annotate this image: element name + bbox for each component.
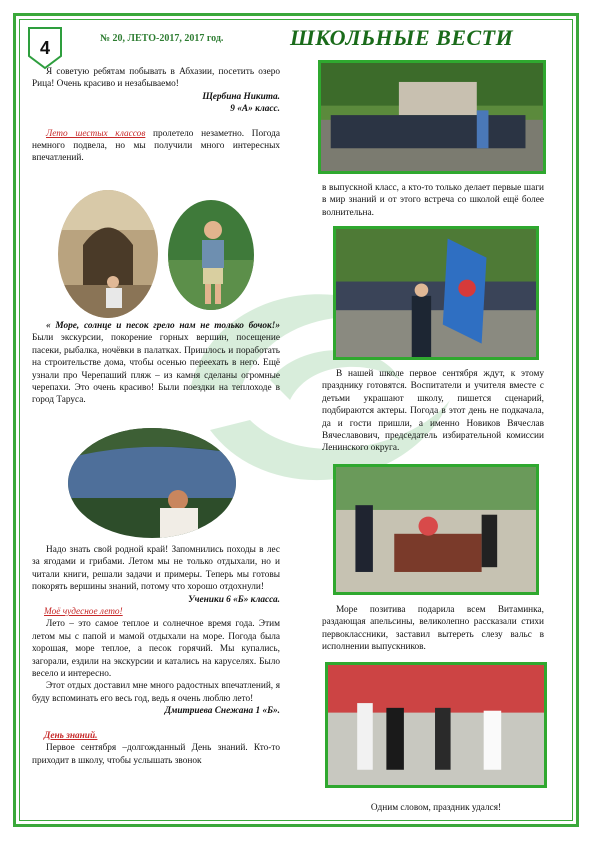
photo-graduates-waltz bbox=[325, 662, 547, 788]
article-paragraph: Надо знать свой родной край! Запомнились походы в лес за ягодами и грибами. Летом мы не только отдыхали, но и читали книги, решали задачи и примеры. Теперь мы готовы покорять вершины знаний, потому что хорошо отдохнули! bbox=[32, 545, 280, 593]
article-paragraph bbox=[32, 320, 280, 407]
photo-flag-bearer bbox=[333, 226, 539, 360]
article-paragraph: в выпускной класс, а кто-то только делает первые шаги в мир знаний и от этого встреча со школой ещё более волнительна. bbox=[322, 183, 544, 218]
author-name: Щербина Никита. bbox=[202, 91, 280, 102]
photo-school-assembly bbox=[318, 60, 546, 174]
closing-caption: Одним словом, праздник удался! bbox=[370, 803, 502, 813]
author-signature: Дмитриева Снежана 1 «Б». bbox=[164, 706, 280, 717]
article-paragraph: Лето – это самое теплое и солнечное время года. Этим летом мы с папой и мамой отдыхали на море. Погода была хорошая, море теплое, а песок горячий. Мы купались, загорали, ездили на экскурсии и катались на каруселях. Было весело и интересно. bbox=[32, 619, 280, 680]
article-heading: Моё чудесное лето! bbox=[44, 607, 123, 618]
right-column-bottom bbox=[322, 604, 544, 654]
photo-stage-guests bbox=[333, 464, 539, 595]
left-column-bottom bbox=[32, 544, 280, 767]
article-paragraph: Море позитива подарила всем Витаминка, раздающая апельсины, великолепно рассказали стихи первоклассники, заставил вытереть слезу вальс в исполнении выпускников. bbox=[322, 605, 544, 653]
masthead-title: ШКОЛЬНЫЕ ВЕСТИ bbox=[290, 25, 514, 50]
photo-sea bbox=[68, 428, 236, 538]
right-column-mid bbox=[322, 368, 544, 455]
author-class: 9 «А» класс. bbox=[230, 104, 280, 115]
left-column-top bbox=[32, 66, 280, 165]
paragraph-text: пролетело незаметно. Погода немного подвела, но мы получили много интересных впечатлений. bbox=[32, 128, 280, 164]
issue-info: № 20, ЛЕТО-2017, 2017 год. bbox=[100, 33, 224, 44]
article-paragraph: В нашей школе первое сентября ждут, к этому празднику готовятся. Воспитатели и учителя вместе с детьми украшают школу, пишется сценарий, подбираются актеры. Погода в этот день не подкачала, да и гости пришли, а именно Новиков Вячеслав Вячеславович, председатель избирательной комиссии Ленинского округа. bbox=[322, 369, 544, 454]
photo-arch bbox=[58, 190, 158, 318]
article-paragraph bbox=[32, 128, 280, 165]
right-column-top bbox=[322, 182, 544, 219]
article-heading: День знаний. bbox=[44, 730, 98, 741]
article-heading: Лето шестых классов bbox=[46, 128, 146, 139]
author-signature: Ученики 6 «Б» класса. bbox=[188, 594, 280, 605]
article-paragraph: Я советую ребятам побывать в Абхазии, посетить озеро Рица! Очень красиво и незабываемо! bbox=[32, 67, 280, 90]
paragraph-text: Были экскурсии, покорение горных вершин, посещение пасеки, рыбалка, ночёвки в палатках. Пришлось и поработать на строительстве дома, чтобы осенью переехать в него. Ещё узнали про Черепаший пляж – из камня сделаны огромные черепахи. Это очень красиво! Были поездки на теплоходе в город Таруса. bbox=[32, 333, 280, 406]
article-paragraph: Первое сентября –долгожданный День знаний. Кто-то приходит в школу, чтобы услышать звонок bbox=[32, 743, 280, 766]
quote: « Море, солнце и песок грело нам не только бочок!» bbox=[46, 321, 280, 331]
left-column-mid bbox=[32, 320, 280, 407]
page-number: 4 bbox=[39, 38, 50, 58]
article-paragraph: Этот отдых доставил мне много радостных впечатлений, я буду вспоминать его весь год, ведь я очень люблю лето! bbox=[32, 681, 280, 704]
photo-boy bbox=[168, 200, 254, 310]
